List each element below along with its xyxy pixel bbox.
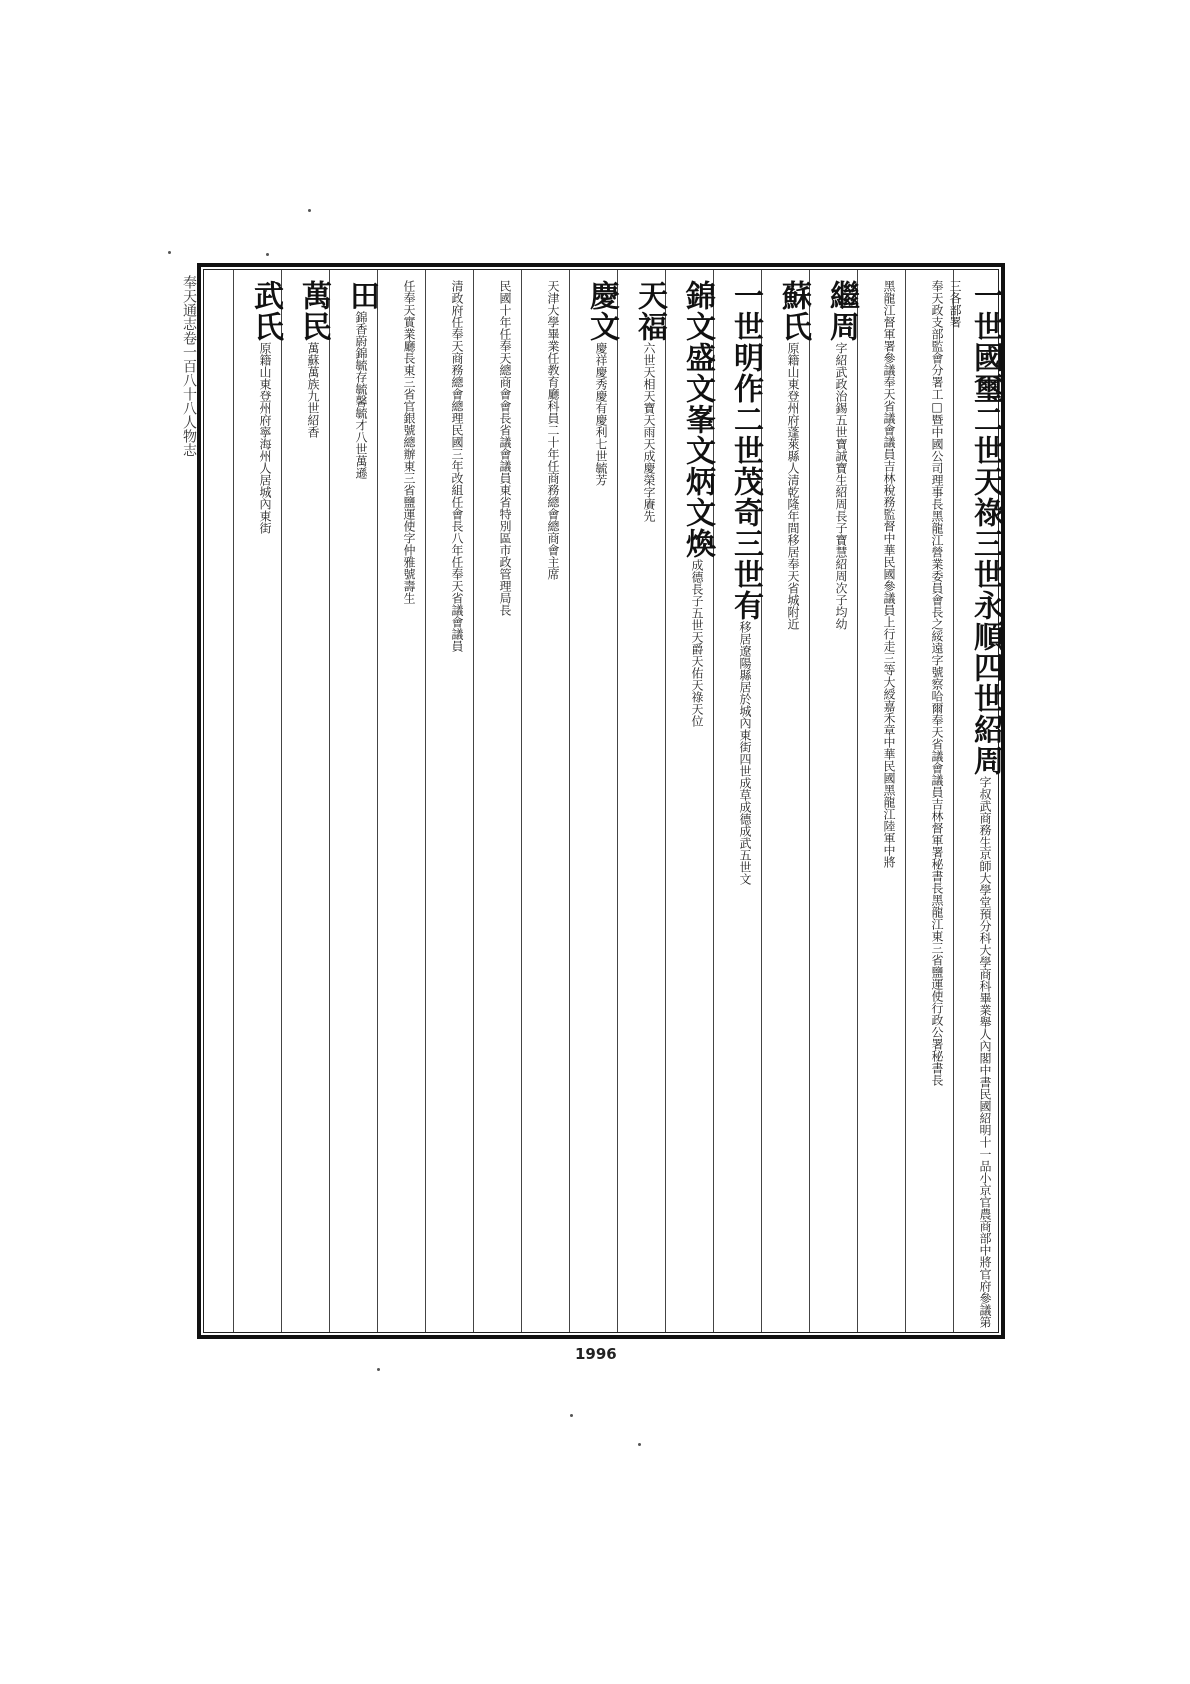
column-rule <box>665 270 666 1332</box>
column-heading: 繼周 <box>824 280 859 342</box>
column-rule <box>905 270 906 1332</box>
column-rule <box>425 270 426 1332</box>
column-rule <box>329 270 330 1332</box>
column-rule <box>521 270 522 1332</box>
page-number: 1996 <box>575 1345 617 1363</box>
column-rule <box>473 270 474 1332</box>
column-annotation: 原籍山東登州府寧海州人居城內東街 <box>258 342 272 534</box>
margin-header: 奉天通志卷一百八十八人物志 <box>181 275 197 457</box>
text-column-4 <box>814 280 859 1330</box>
column-annotation: 移居遼陽縣居於城內東街四世成草成德成武五世文 <box>738 621 752 885</box>
column-annotation: 錦香蔚錦毓存毓馨毓才八世萬遜 <box>354 311 368 479</box>
column-heading: 蘇氏 <box>776 280 811 342</box>
text-column-1 <box>948 280 1003 1330</box>
column-annotation: 字叔武商務生京師大學堂預分科大學商科畢業舉人內閣中書民國紹明十一品小京官農商部中將官府參議第三各部署 <box>948 280 992 1328</box>
column-annotation: 成德長子五世天爵天佑天祿天位 <box>690 559 704 727</box>
scan-speck <box>570 1414 573 1417</box>
text-column-11 <box>478 280 520 1330</box>
text-column-7 <box>670 280 715 1330</box>
column-heading: 慶文 <box>584 280 619 342</box>
column-annotation: 清政府任奉天商務總會總理民國三年改組任會長八年任奉天省議會議員 <box>450 280 464 652</box>
column-heading: 天福 <box>632 280 667 342</box>
column-annotation: 慶祥慶秀慶有慶利七世毓芳 <box>594 342 608 486</box>
column-heading: 錦文盛文峯文炳文煥 <box>680 280 715 559</box>
text-column-15 <box>286 280 331 1330</box>
column-rule <box>617 270 618 1332</box>
scan-speck <box>638 1443 641 1446</box>
column-rule <box>377 270 378 1332</box>
text-column-3 <box>862 280 904 1330</box>
text-column-8 <box>622 280 667 1330</box>
column-annotation: 黑龍江督軍署參議奉天省議會議員吉林稅務監督中華民國參議員上行走三等大綬嘉禾章中華民國黑龍江陸軍中將 <box>882 280 896 868</box>
column-annotation: 民國十年任奉天總商會會長省議會議員東省特別區市政管理局長 <box>498 280 512 616</box>
column-heading: 一世國璽二世天祿三世永順四世紹周 <box>968 280 1003 776</box>
column-annotation: 萬蘇萬族九世紹香 <box>306 342 320 438</box>
column-rule <box>233 270 234 1332</box>
column-heading: 一世明作二世茂奇三世有 <box>728 280 763 621</box>
column-rule <box>809 270 810 1332</box>
text-column-9 <box>574 280 619 1330</box>
column-heading: 武氏 <box>248 280 283 342</box>
column-rule <box>857 270 858 1332</box>
text-column-16 <box>238 280 283 1330</box>
scan-speck <box>308 209 311 212</box>
scan-speck <box>377 1368 380 1371</box>
text-column-12 <box>430 280 472 1330</box>
column-heading: 萬民 <box>296 280 331 342</box>
column-heading: 田 <box>344 280 379 311</box>
scan-speck <box>168 251 171 254</box>
text-column-5 <box>766 280 811 1330</box>
text-column-2 <box>910 280 952 1330</box>
column-annotation: 任奉天實業廳長東三省官銀號總辦東三省鹽運使字仲雅號壽生 <box>402 280 416 604</box>
text-column-14 <box>334 280 379 1330</box>
column-rule <box>569 270 570 1332</box>
column-rule <box>953 270 954 1332</box>
text-column-13 <box>382 280 424 1330</box>
column-rule <box>281 270 282 1332</box>
column-annotation: 六世天相天寶天雨天成慶榮字賡先 <box>642 342 656 522</box>
scan-speck <box>266 253 269 256</box>
text-column-6 <box>718 280 763 1330</box>
column-annotation: 原籍山東登州府蓬萊縣人清乾隆年間移居奉天省城附近 <box>786 342 800 630</box>
column-annotation: 字紹武政治錫五世寶誠寶生紹周長子寶慧紹周次子均幼 <box>834 342 848 630</box>
column-annotation: 奉天政支部監會分署工□暨中國公司理事長黑龍江營業委員會長之綏遠字號察哈爾奉天省議會議員吉林督軍署秘書長黑龍江東三省鹽運使行政公署秘書長 <box>930 280 944 1086</box>
text-column-10 <box>526 280 568 1330</box>
column-annotation: 天津大學畢業任教育廳科員二十年任商務總會總商會主席 <box>546 280 560 580</box>
